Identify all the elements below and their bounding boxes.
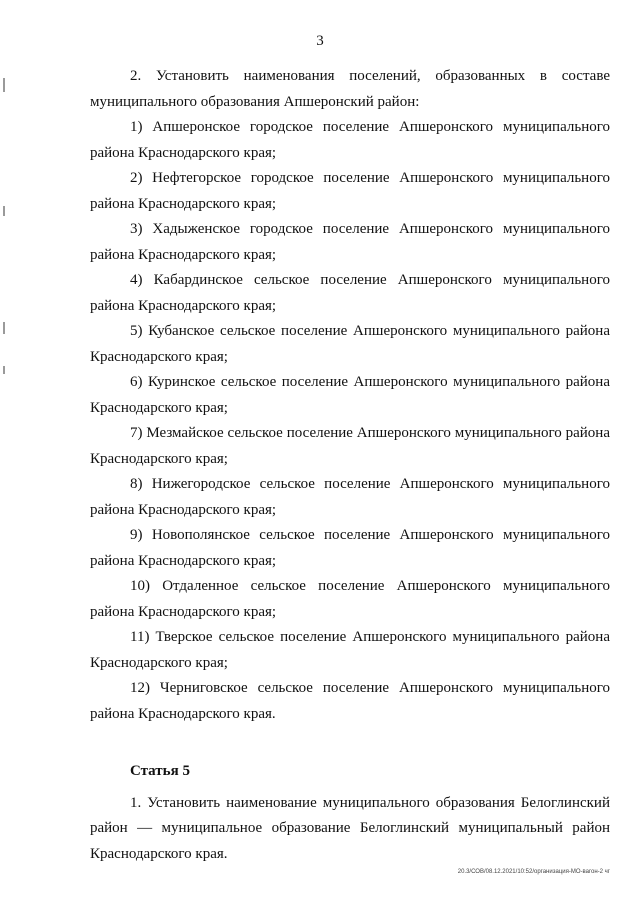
article-heading: Статья 5 xyxy=(130,763,190,779)
settlement-item: 4) Кабардинское сельское поселение Апшеронского муниципального района Краснодарского края; xyxy=(90,272,610,314)
settlement-item: 7) Мезмайское сельское поселение Апшеронского муниципального района Краснодарского края; xyxy=(90,425,610,467)
document-footer-code: 20.3/СОВ/08.12.2021/10:52/организация-МО-вагон-2 чг xyxy=(457,869,610,875)
settlement-item: 2) Нефтегорское городское поселение Апшеронского муниципального района Краснодарского края; xyxy=(90,170,610,212)
settlement-item: 3) Хадыженское городское поселение Апшеронского муниципального района Краснодарского края; xyxy=(90,221,610,263)
scan-margin-mark xyxy=(3,206,5,216)
settlement-item: 12) Черниговское сельское поселение Апшеронского муниципального района Краснодарского края. xyxy=(90,680,610,722)
document-body xyxy=(90,64,610,867)
scan-margin-mark xyxy=(3,78,5,92)
settlement-item: 10) Отдаленное сельское поселение Апшеронского муниципального района Краснодарского края; xyxy=(90,578,610,620)
article-paragraph: 1. Установить наименование муниципального образования Белоглинский район — муниципальное образование Белоглинский муниципальный район Краснодарского края. xyxy=(90,794,610,862)
settlement-item: 1) Апшеронское городское поселение Апшеронского муниципального района Краснодарского края; xyxy=(90,119,610,161)
scan-margin-mark xyxy=(3,322,5,334)
scan-margin-mark xyxy=(3,366,5,374)
settlement-item: 5) Кубанское сельское поселение Апшеронского муниципального района Краснодарского края; xyxy=(90,323,610,365)
settlement-item: 8) Нижегородское сельское поселение Апшеронского муниципального района Краснодарского края; xyxy=(90,476,610,518)
settlement-item: 9) Новополянское сельское поселение Апшеронского муниципального района Краснодарского края; xyxy=(90,527,610,569)
page-number: 3 xyxy=(316,33,324,49)
intro-paragraph: 2. Установить наименования поселений, образованных в составе муниципального образования Апшеронский район: xyxy=(90,68,610,110)
settlement-item: 6) Куринское сельское поселение Апшеронского муниципального района Краснодарского края; xyxy=(90,374,610,416)
settlement-item: 11) Тверское сельское поселение Апшеронского муниципального района Краснодарского края; xyxy=(90,629,610,671)
